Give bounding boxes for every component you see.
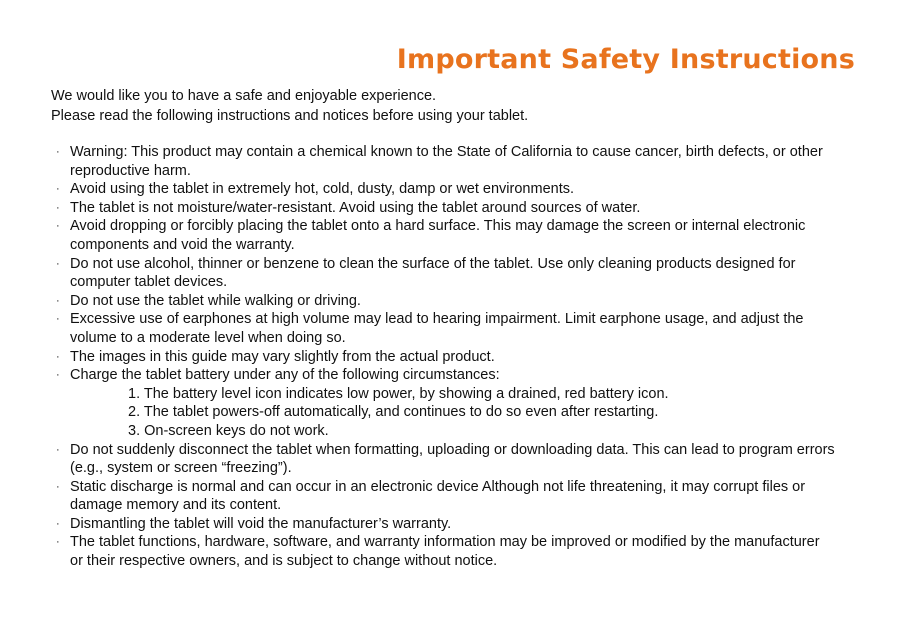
charge-condition: 3. On-screen keys do not work. [128,422,329,439]
safety-item-text: Do not use alcohol, thinner or benzene to clean the surface of the tablet. Use only cleaning products designed for computer tablet devices. [70,255,796,291]
safety-item-text: Warning: This product may contain a chemical known to the State of California to cause cancer, birth defects, or other reproductive harm. [70,144,823,179]
safety-item [56,478,836,515]
bullet-icon: · [56,294,60,307]
charge-condition: 2. The tablet powers-off automatically, and continues to do so even after restarting. [128,404,659,421]
safety-item [56,217,836,254]
safety-item [56,533,836,570]
charge-condition: 1. The battery level icon indicates low power, by showing a drained, red battery icon. [128,385,669,402]
safety-item [56,199,836,218]
intro-text [51,86,871,126]
bullet-icon: · [56,257,60,270]
bullet-icon: · [56,443,60,456]
safety-item-text: Do not suddenly disconnect the tablet when formatting, uploading or downloading data. This can lead to program errors (e.g., system or screen “freezing”). [70,441,835,477]
bullet-icon: · [56,313,60,326]
bullet-icon: · [56,480,60,493]
safety-item [56,310,836,347]
safety-item [56,515,836,534]
safety-item-text: Excessive use of earphones at high volume may lead to hearing impairment. Limit earphone usage, and adjust the volume to a moderate level when doing so. [70,311,804,346]
safety-item-text: Static discharge is normal and can occur in an electronic device Although not life threatening, it may corrupt files or damage memory and its content. [70,478,806,514]
bullet-icon: · [56,220,60,233]
safety-item-text: Do not use the tablet while walking or driving. [70,292,361,309]
bullet-icon: · [56,146,60,158]
safety-item-text: Avoid dropping or forcibly placing the tablet onto a hard surface. This may damage the screen or internal electronic components and void the warranty. [70,218,806,253]
safety-item [56,255,836,292]
safety-item-text: The tablet is not moisture/water-resistant. Avoid using the tablet around sources of water. [70,199,641,216]
bullet-icon: · [56,536,60,549]
safety-item-text: Avoid using the tablet in extremely hot, cold, dusty, damp or wet environments. [70,181,575,198]
charge-conditions-list [70,385,836,441]
bullet-icon: · [56,350,60,363]
safety-item [56,348,836,367]
bullet-icon: · [56,517,60,530]
intro-line: We would like you to have a safe and enjoyable experience. [51,88,437,104]
safety-item-text: Dismantling the tablet will void the manufacturer’s warranty. [70,515,452,532]
safety-item-text: Charge the tablet battery under any of the following circumstances: [70,367,500,384]
intro-line: Please read the following instructions and notices before using your tablet. [51,108,529,124]
bullet-icon: · [56,369,60,382]
safety-item [56,180,836,199]
page-title: Important Safety Instructions [396,44,855,75]
safety-item-text: The images in this guide may vary slightly from the actual product. [70,348,495,365]
safety-item [56,292,836,311]
safety-item [56,143,836,180]
bullet-icon: · [56,201,60,214]
safety-item [56,366,836,440]
safety-list [56,143,836,571]
safety-item [56,441,836,478]
bullet-icon: · [56,183,60,196]
safety-item-text: The tablet functions, hardware, software, and warranty information may be improved or modified by the manufacturer or their respective owners, and is subject to change without notice. [70,534,820,570]
